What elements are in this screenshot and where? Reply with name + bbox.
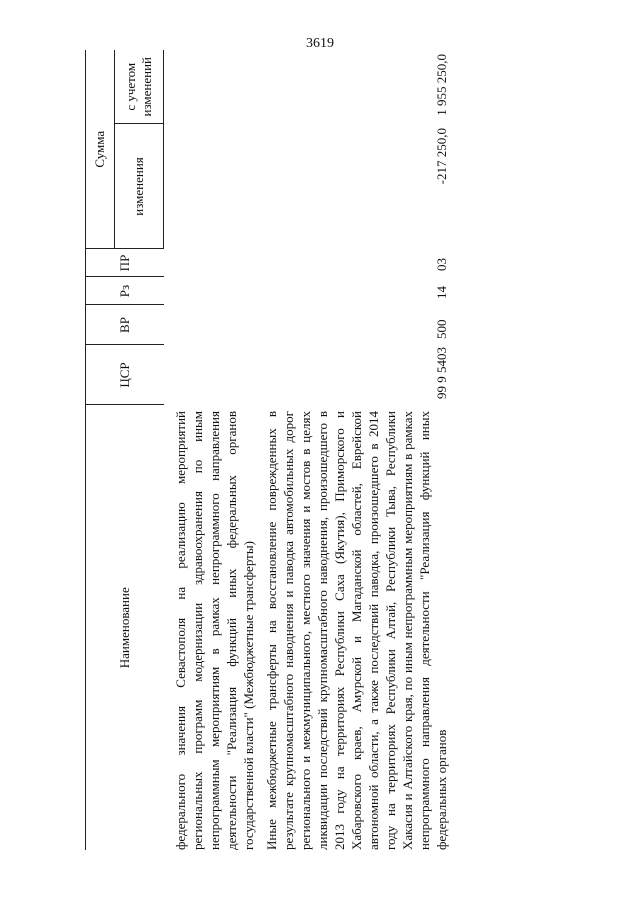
row-pr: 03 xyxy=(433,258,449,271)
table-row xyxy=(257,50,450,850)
page-number: 3619 xyxy=(306,36,334,51)
header-summa: Сумма xyxy=(86,50,115,249)
row-vr: 500 xyxy=(433,319,449,339)
row-csr: 99 9 5403 xyxy=(433,347,449,399)
table-row xyxy=(164,50,257,850)
header-vr: ВР xyxy=(86,305,164,345)
budget-table xyxy=(85,50,450,850)
row-name: федерального значения Севастополя на реализацию мероприятий региональных программ модернизации здравоохранения по иным непрограммным мероприятиям в рамках непрограммного направления деятельности "Реализация функций иных федеральных органов государственной власти" (Межбюджетные трансферты) xyxy=(172,411,256,850)
header-pr: ПР xyxy=(86,249,164,277)
header-with-changes: с учетом изменений xyxy=(115,50,164,124)
header-name: Наименование xyxy=(86,405,164,850)
row-total xyxy=(164,50,257,124)
row-pr xyxy=(164,249,257,277)
header-changes: изменения xyxy=(115,124,164,249)
rotated-table-page xyxy=(85,50,605,850)
row-rz xyxy=(164,277,257,305)
row-change xyxy=(164,124,257,249)
row-name: Иные межбюджетные трансферты на восстановление поврежденных в результате крупномасштабного наводнения и паводка автомобильных дорог регионального и межмуниципального, местного значения и мостов в целях ликвидации последствий крупномасштабного наводнения, произошедшего в 2013 году на территориях Республики Саха (Якутия), Приморского и Хабаровского краев, Амурской и Магаданской областей, Еврейской автономной области, а также последствий паводка, произошедшего в 2014 году на территориях Республики Алтай, Республики Тыва, Республики Хакасия и Алтайского края, по иным непрограммным мероприятиям в рамках непрограммного направления деятельности "Реализация функций иных федеральных органов xyxy=(263,411,449,850)
row-csr xyxy=(164,345,257,405)
row-rz: 14 xyxy=(433,286,449,299)
header-rz: Рз xyxy=(86,277,164,305)
header-csr: ЦСР xyxy=(86,345,164,405)
row-vr xyxy=(164,305,257,345)
row-change: -217 250,0 xyxy=(433,128,449,185)
row-total: 1 955 250,0 xyxy=(433,54,449,116)
